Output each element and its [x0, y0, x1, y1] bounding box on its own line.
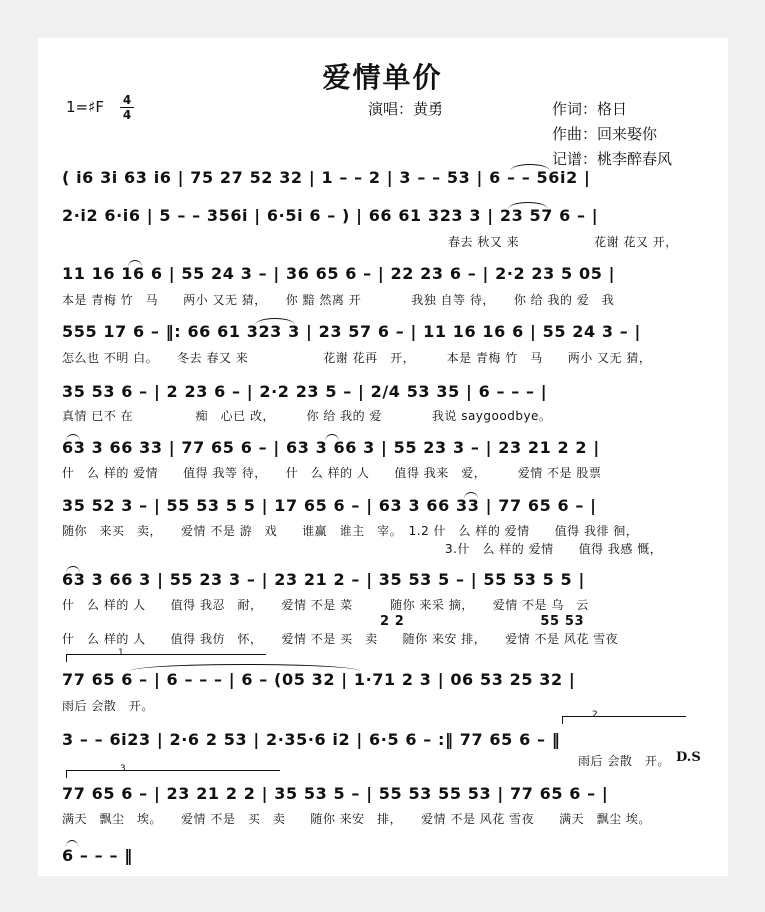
- volta-1-label: 1: [118, 648, 124, 658]
- lyric-line-9: 什 么 样的 人 值得 我仿 怀， 爱情 不是 买 卖 随你 来安 排， 爱情 不是 风花 雪夜: [62, 632, 619, 646]
- notation-line-12: 6 – – – ‖: [62, 846, 133, 865]
- notation-line-9: 77 65 6 – | 6 – – – | 6 – (05 32 | 1·71 2 3 | 06 53 25 32 |: [62, 670, 576, 689]
- lyric-line-11: 雨后 会散 开。: [578, 754, 670, 768]
- notation-line-4: 555 17 6 – ‖: 66 61 323 3 | 23 57 6 – | 11 16 16 6 | 55 24 3 – |: [62, 322, 641, 341]
- alt-notation: 2 2 55 53: [380, 614, 585, 629]
- slur-arc: [464, 492, 478, 499]
- notation-line-3: 11 16 16 6 | 55 24 3 – | 36 65 6 – | 22 23 6 – | 2·2 23 5 05 |: [62, 264, 616, 283]
- notation-line-6: 63 3 66 33 | 77 65 6 – | 63 3 66 3 | 55 23 3 – | 23 21 2 2 |: [62, 438, 600, 457]
- volta-2-label: 2: [592, 710, 598, 720]
- key-signature: 1=♯F: [66, 98, 104, 116]
- composer-credit: 作曲：回来娶你: [552, 125, 658, 143]
- slur-arc: [128, 260, 142, 267]
- volta-3-label: 3: [120, 764, 126, 774]
- slur-arc: [508, 202, 548, 209]
- slur-arc: [255, 318, 295, 325]
- ds-marking: D.S: [676, 750, 701, 765]
- lyric-line-6: 随你 来买 卖， 爱情 不是 游 戏 谁赢 谁主 宰。 1.2 什 么 样的 爱情 值得 我徘 徊，: [62, 524, 639, 538]
- slur-arc: [325, 434, 339, 441]
- lyricist-credit: 作词：格日: [552, 100, 628, 118]
- volta-3-line: [66, 770, 280, 771]
- lyric-line-10: 雨后 会散 开。: [62, 699, 154, 713]
- lyric-line-3: 怎么也 不明 白。 冬去 春又 来 花谢 花再 开， 本是 青梅 竹 马 两小 又无 猜，: [62, 351, 652, 365]
- slur-arc: [66, 566, 80, 573]
- song-title: 爱情单价: [322, 61, 443, 94]
- notation-line-11: 77 65 6 – | 23 21 2 2 | 35 53 5 – | 55 53 55 53 | 77 65 6 – |: [62, 784, 609, 803]
- arranger-credit: 记谱：桃李醉春风: [552, 150, 673, 168]
- volta-2-hook: [562, 716, 563, 724]
- lyric-line-8: 什 么 样的 人 值得 我忍 耐， 爱情 不是 菜 随你 来采 摘， 爱情 不是 乌 云: [62, 598, 589, 612]
- slur-arc: [66, 434, 80, 441]
- notation-line-1: ( i6 3i 63 i6 | 75 27 52 32 | 1 – – 2 | 3 – – 53 | 6 – – 56i2 |: [62, 168, 591, 187]
- slur-arc: [130, 664, 360, 671]
- notation-line-5: 35 53 6 – | 2 23 6 – | 2·2 23 5 – | 2/4 53 35 | 6 – – – |: [62, 382, 548, 401]
- lyric-line-1: 春去 秋又 来 花谢 花又 开，: [448, 235, 678, 249]
- singer-credit: 演唱：黄勇: [368, 100, 444, 118]
- time-signature-top: 4: [122, 93, 132, 107]
- lyric-line-4: 真情 已不 在 痴 心已 改， 你 给 我的 爱 我说 saygoodbye。: [62, 409, 552, 423]
- lyric-line-2: 本是 青梅 竹 马 两小 又无 猜， 你 黯 然离 开 我独 自等 待， 你 给 我的 爱 我: [62, 293, 615, 307]
- notation-line-2: 2·i2 6·i6 | 5 – – 356i | 6·5i 6 – ) | 66 61 323 3 | 23 57 6 – |: [62, 206, 599, 225]
- lyric-line-12: 满天 飘尘 埃。 爱情 不是 买 卖 随你 来安 排， 爱情 不是 风花 雪夜 满天 飘尘 埃。: [62, 812, 651, 826]
- lyric-line-7: 3.什 么 样的 爱情 值得 我感 慨，: [445, 542, 663, 556]
- time-signature: [120, 94, 134, 121]
- slur-arc: [510, 164, 550, 171]
- notation-line-7: 35 52 3 – | 55 53 5 5 | 17 65 6 – | 63 3 66 33 | 77 65 6 – |: [62, 496, 597, 515]
- volta-1-hook: [66, 654, 67, 662]
- notation-line-8: 63 3 66 3 | 55 23 3 – | 23 21 2 – | 35 53 5 – | 55 53 5 5 |: [62, 570, 585, 589]
- lyric-line-5: 什 么 样的 爱情 值得 我等 待， 什 么 样的 人 值得 我来 爱， 爱情 不是 股票: [62, 466, 602, 480]
- volta-1-line: [66, 654, 266, 655]
- notation-line-10: 3 – – 6i23 | 2·6 2 53 | 2·35·6 i2 | 6·5 6 – :‖ 77 65 6 – ‖: [62, 730, 561, 749]
- volta-3-hook: [66, 770, 67, 778]
- time-signature-bottom: 4: [122, 108, 132, 122]
- volta-2-line: [562, 716, 686, 717]
